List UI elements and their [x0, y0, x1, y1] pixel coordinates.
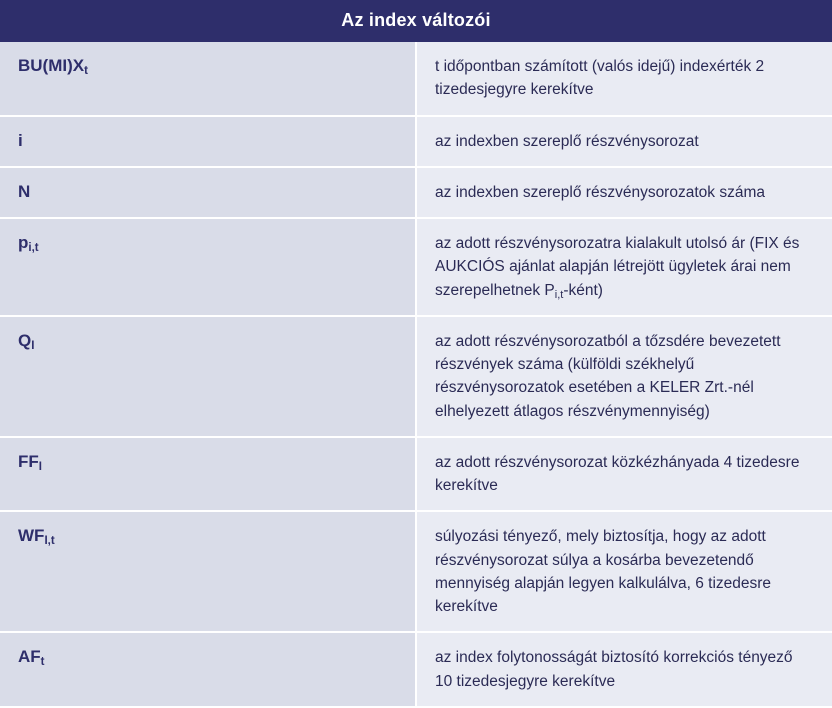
symbol-cell: N: [0, 167, 416, 218]
symbol-cell: $WF_{I,t}$: [0, 511, 416, 632]
description-cell: az indexben szereplő részvénysorozatok száma: [416, 167, 832, 218]
description-cell: t időpontban számított (valós idejű) indexérték 2 tizedesjegyre kerekítve: [416, 42, 832, 116]
description-cell: az index folytonosságát biztosító korrekciós tényező 10 tizedesjegyre kerekítve: [416, 632, 832, 707]
table-row: [0, 437, 832, 512]
table-title: Az index változói: [0, 0, 832, 42]
table-row: [0, 167, 832, 218]
table-row: [0, 632, 832, 707]
symbol-cell: i: [0, 116, 416, 167]
description-cell: az adott részvénysorozat közkézhányada 4 tizedesre kerekítve: [416, 437, 832, 512]
symbol-cell: $AF_t$: [0, 632, 416, 707]
description-cell: az indexben szereplő részvénysorozat: [416, 116, 832, 167]
table-row: [0, 218, 832, 316]
table-row: [0, 316, 832, 437]
symbol-cell: $Q_I$: [0, 316, 416, 437]
description-cell: súlyozási tényező, mely biztosítja, hogy az adott részvénysorozat súlya a kosárba bevezetendő mennyiség alapján legyen kalkulálva, 6 tizedesre kerekítve: [416, 511, 832, 632]
symbol-cell: $p_{i,t}$: [0, 218, 416, 316]
table-header-row: [0, 0, 832, 42]
description-cell: az adott részvénysorozatból a tőzsdére bevezetett részvények száma (külföldi székhelyű részvénysorozatok esetében a KELER Zrt.-nél elhelyezett átlagos részvénymennyiség): [416, 316, 832, 437]
symbol-cell: $FF_I$: [0, 437, 416, 512]
table-row: [0, 116, 832, 167]
description-cell: az adott részvénysorozatra kialakult utolsó ár (FIX és AUKCIÓS ajánlat alapján létrejött ügyletek árai nem szerepelhetnek $P_{i,t}-ként$): [416, 218, 832, 316]
table-row: [0, 42, 832, 116]
symbol-cell: $BU(MI)X_t$: [0, 42, 416, 116]
